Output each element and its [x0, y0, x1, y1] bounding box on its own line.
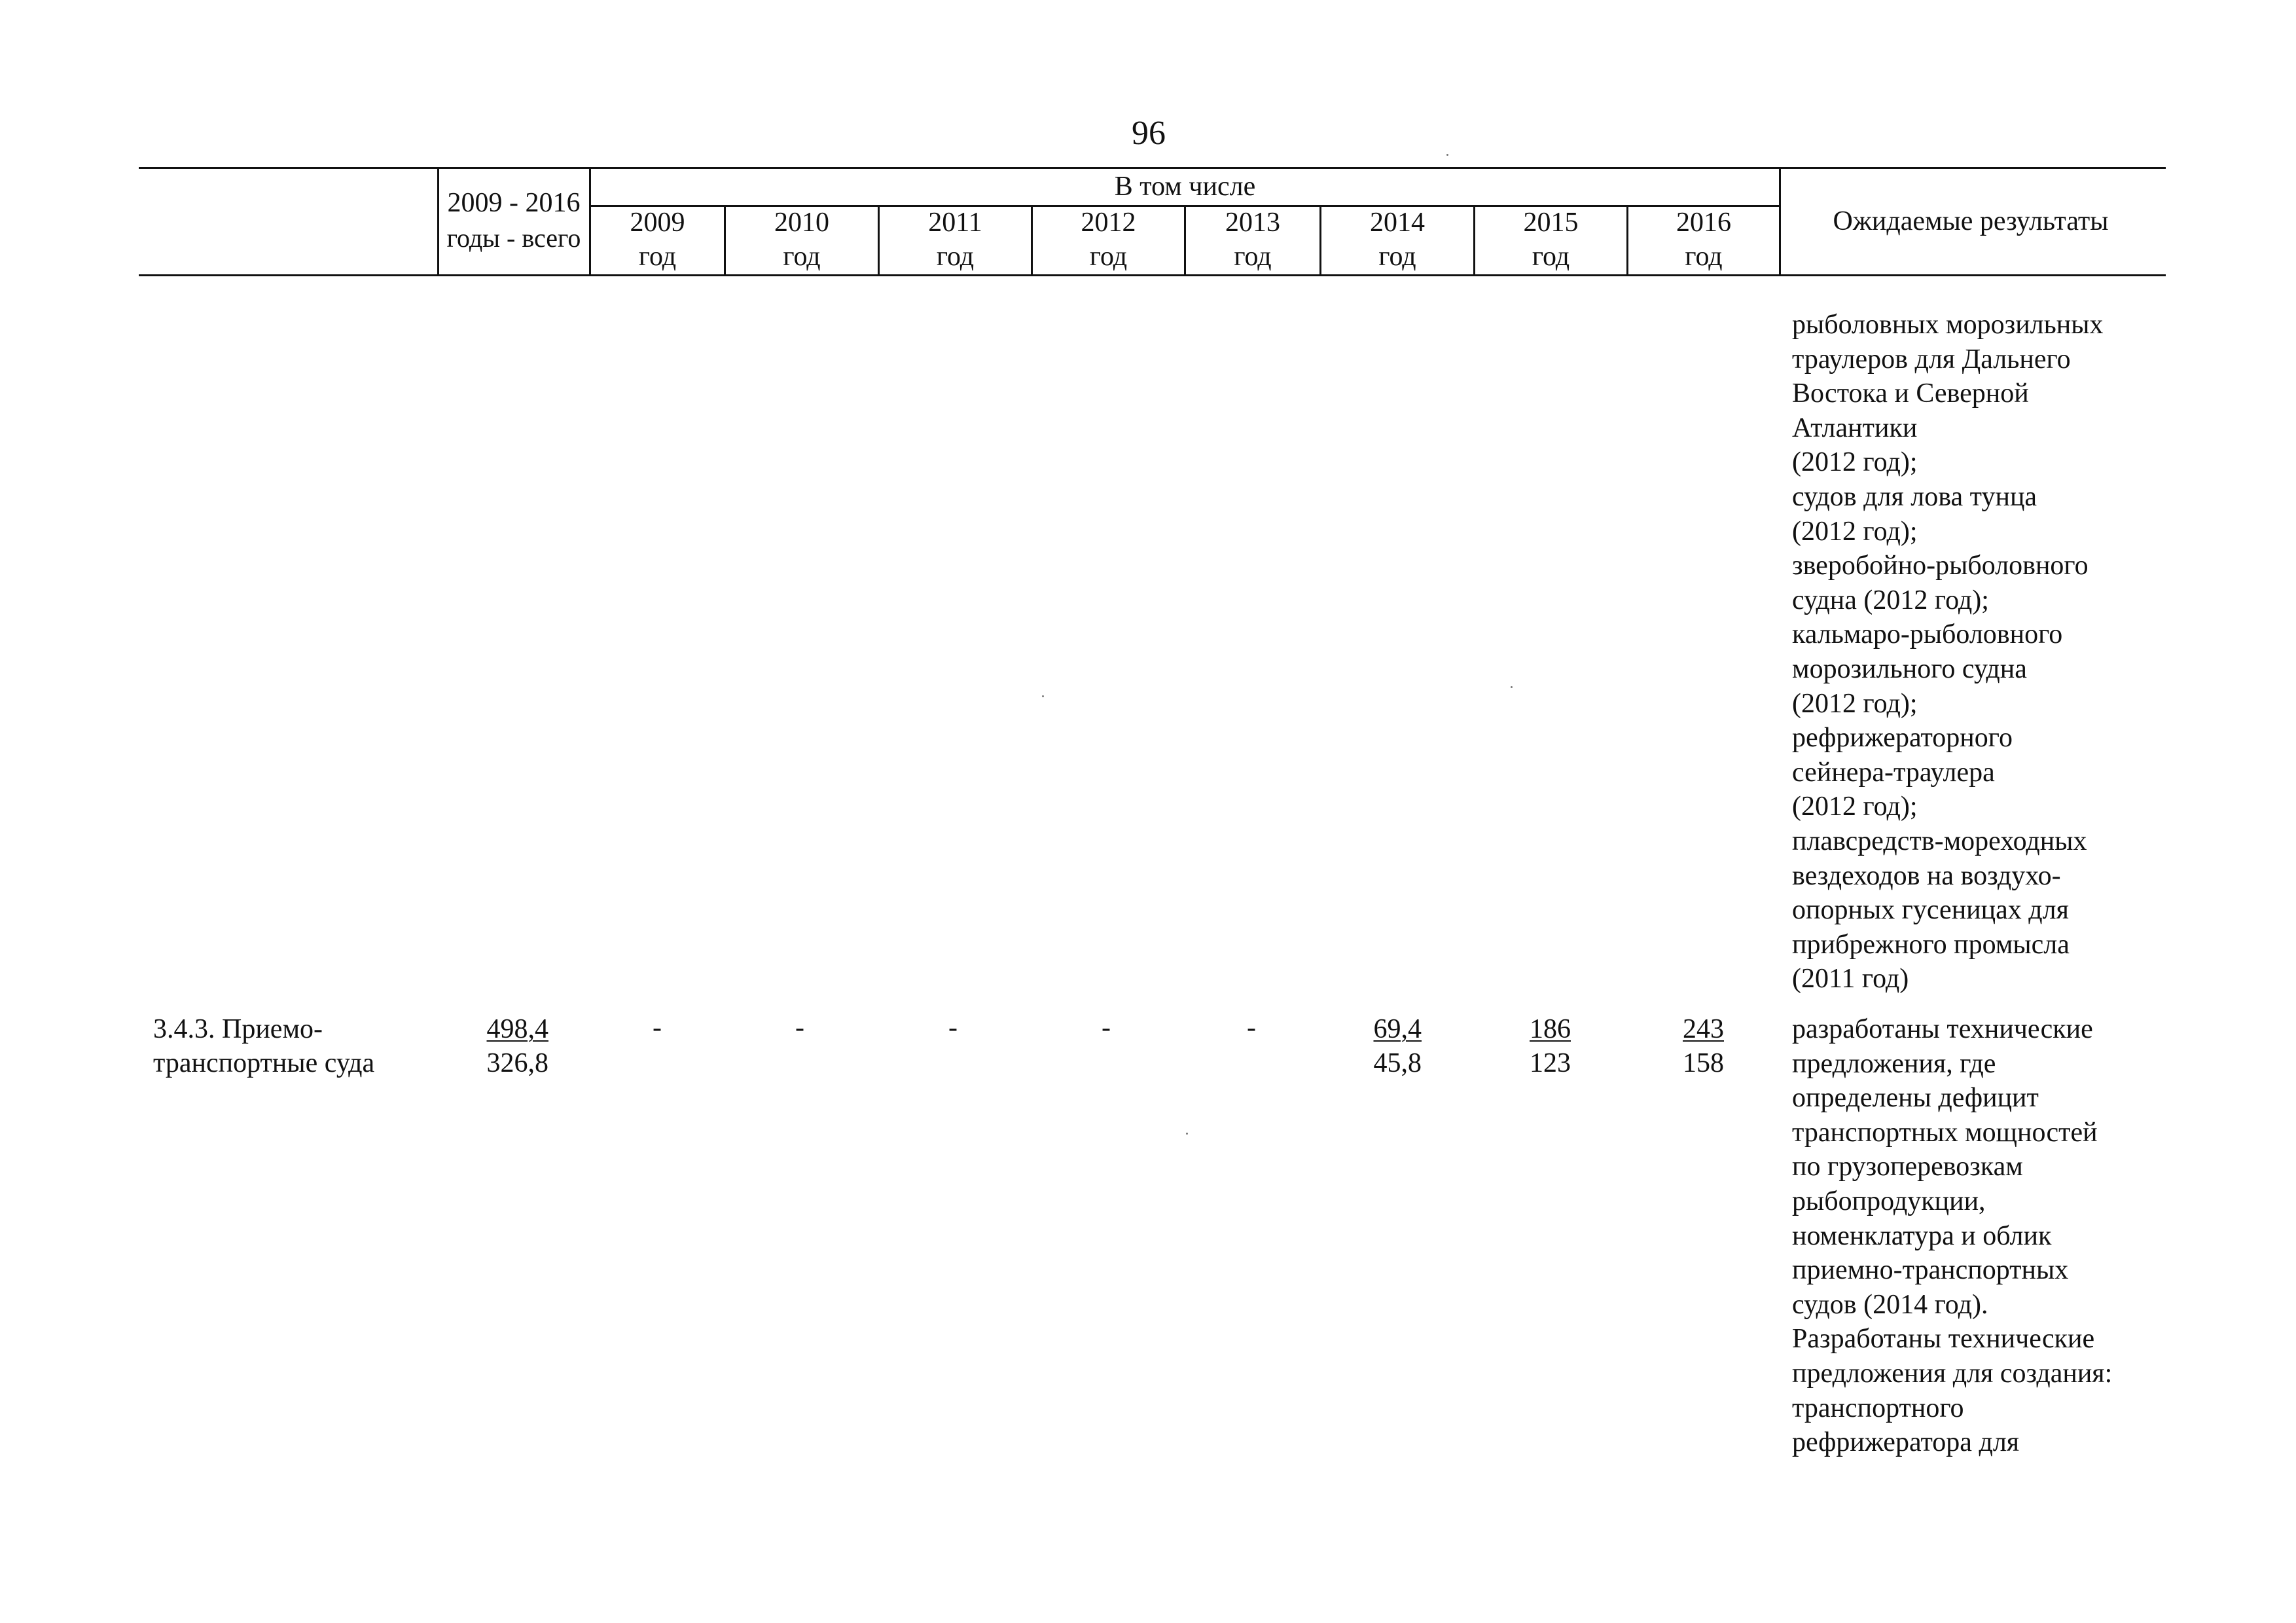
results-line: рефрижераторного [1792, 723, 2013, 754]
value-2011: - [948, 1013, 958, 1043]
results-line: приемно-транспортных [1792, 1255, 2069, 1286]
total-value-secondary: 326,8 [486, 1048, 548, 1078]
header-year-2012: 2012 [1081, 208, 1136, 238]
results-line: судна (2012 год); [1792, 585, 1989, 615]
results-line: кальмаро-рыболовного [1792, 619, 2063, 650]
value-2010: - [795, 1013, 804, 1043]
results-line: по грузоперевозкам [1792, 1152, 2023, 1182]
value-2013: - [1247, 1013, 1256, 1043]
value-2014-secondary: 45,8 [1373, 1048, 1422, 1078]
header-year-2015: 2015 [1523, 208, 1579, 238]
header-unit-2009: год [638, 242, 677, 272]
results-line: сейнера-траулера [1792, 757, 1995, 788]
results-line: Востока и Северной [1792, 378, 2029, 409]
value-2012: - [1102, 1013, 1111, 1043]
page-number: 96 [1132, 115, 1166, 152]
results-line: прибрежного промысла [1792, 929, 2070, 960]
header-unit-2013: год [1234, 242, 1272, 272]
header-unit-2011: год [936, 242, 975, 272]
col-sep-name [437, 167, 439, 276]
results-line: (2012 год); [1792, 792, 1918, 822]
total-value: 498,4 [486, 1014, 548, 1044]
results-line: транспортного [1792, 1393, 1964, 1423]
scan-speck [1186, 1133, 1188, 1135]
scan-speck [1511, 686, 1513, 688]
results-line: траулеров для Дальнего [1792, 344, 2071, 374]
results-line: опорных гусеницах для [1792, 895, 2069, 926]
results-line: судов для лова тунца [1792, 481, 2037, 512]
header-year-2016: 2016 [1676, 208, 1731, 238]
value-2014: 69,4 [1373, 1014, 1422, 1044]
header-bottom-rule [139, 274, 2166, 276]
scan-speck [1446, 154, 1448, 156]
header-year-2009: 2009 [630, 208, 685, 238]
row-results [1792, 1012, 2159, 1460]
results-line: морозильного судна [1792, 653, 2027, 684]
results-line: предложения, где [1792, 1048, 1996, 1079]
results-line: (2012 год); [1792, 447, 1918, 478]
row-name-line2: транспортные суда [153, 1048, 375, 1078]
results-line: предложения для создания: [1792, 1358, 2113, 1389]
value-2016-secondary: 158 [1683, 1048, 1724, 1078]
results-line: (2011 год) [1792, 964, 1909, 994]
value-2015: 186 [1530, 1014, 1571, 1044]
continued-results [1792, 308, 2159, 996]
results-line: транспортных мощностей [1792, 1117, 2098, 1148]
results-line: определены дефицит [1792, 1083, 2039, 1114]
header-unit-2012: год [1089, 242, 1128, 272]
header-year-2010: 2010 [774, 208, 829, 238]
results-line: вездеходов на воздухо- [1792, 860, 2061, 891]
header-unit-2010: год [783, 242, 821, 272]
header-unit-2015: год [1532, 242, 1570, 272]
header-year-2011: 2011 [928, 208, 982, 238]
results-line: рефрижератора для [1792, 1427, 2020, 1458]
results-line: плавсредств-мореходных [1792, 826, 2087, 856]
header-results: Ожидаемые результаты [1833, 206, 2109, 236]
row-name-line1: 3.4.3. Приемо- [153, 1014, 323, 1044]
results-line: зверобойно-рыболовного [1792, 551, 2089, 581]
header-total-line2: годы - всего [446, 223, 581, 253]
results-line: рыбопродукции, [1792, 1186, 1986, 1216]
results-line: рыболовных морозильных [1792, 310, 2104, 340]
results-line: (2012 год); [1792, 516, 1918, 547]
results-line: Разработаны технические [1792, 1324, 2095, 1355]
results-line: номенклатура и облик [1792, 1220, 2052, 1251]
header-year-2014: 2014 [1370, 208, 1425, 238]
header-unit-2016: год [1685, 242, 1723, 272]
header-including: В том числе [1114, 172, 1256, 202]
header-top-rule [139, 167, 2166, 169]
results-line: судов (2014 год). [1792, 1289, 1988, 1320]
results-line: (2012 год); [1792, 688, 1918, 719]
results-line: разработаны технические [1792, 1014, 2093, 1044]
header-unit-2014: год [1378, 242, 1416, 272]
header-total-line1: 2009 - 2016 [447, 188, 581, 218]
scan-speck [1042, 695, 1044, 697]
value-2015-secondary: 123 [1530, 1048, 1571, 1078]
header-year-2013: 2013 [1225, 208, 1280, 238]
value-2016: 243 [1683, 1014, 1724, 1044]
results-line: Атлантики [1792, 412, 1918, 443]
value-2009: - [653, 1013, 662, 1043]
